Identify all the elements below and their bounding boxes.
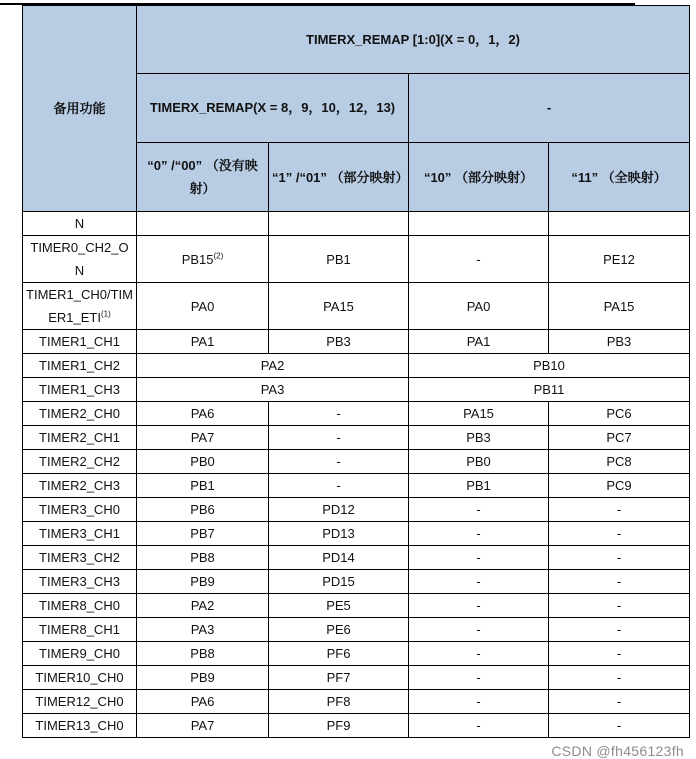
pin-value: - xyxy=(616,598,622,613)
row-label-text: TIMER2_CH3 xyxy=(39,478,120,493)
row-label-text: TIMER2_CH0 xyxy=(39,406,120,421)
table-row xyxy=(23,498,690,522)
pin-value: PB3 xyxy=(606,334,632,349)
pin-value: PB15 xyxy=(181,251,214,267)
pin-value: PB6 xyxy=(190,502,215,517)
pin-cell xyxy=(137,594,269,618)
pin-value: PD13 xyxy=(322,526,355,541)
table-row xyxy=(23,714,690,738)
row-label xyxy=(23,378,137,402)
header-col-00: “0” /“00” （没有映射） xyxy=(137,143,269,212)
pin-value: - xyxy=(616,502,622,517)
table-row xyxy=(23,594,690,618)
pin-cell xyxy=(409,354,690,378)
pin-cell xyxy=(549,714,690,738)
pin-cell xyxy=(137,330,269,354)
row-label xyxy=(23,690,137,714)
pin-cell xyxy=(549,642,690,666)
pin-value: PD15 xyxy=(322,574,355,589)
pin-cell xyxy=(549,474,690,498)
pin-value: PA2 xyxy=(190,598,215,613)
pin-value: - xyxy=(476,526,481,541)
table-row xyxy=(23,474,690,498)
row-label-text: N xyxy=(74,216,85,231)
pin-cell xyxy=(549,666,690,690)
pin-value: PB1 xyxy=(190,478,215,493)
header-remap-main: TIMERX_REMAP [1:0](X = 0，1，2) xyxy=(137,6,690,74)
pin-value: - xyxy=(476,574,481,589)
pin-cell xyxy=(409,546,549,570)
pin-cell xyxy=(409,690,549,714)
pin-value: - xyxy=(476,694,481,709)
pin-cell xyxy=(269,690,409,714)
pin-cell xyxy=(137,546,269,570)
table-row xyxy=(23,570,690,594)
row-label xyxy=(23,426,137,450)
pin-value: - xyxy=(616,622,622,637)
pin-value: PA1 xyxy=(190,334,215,349)
pin-cell xyxy=(549,522,690,546)
table-row xyxy=(23,378,690,402)
pin-value: PE5 xyxy=(326,598,351,613)
pin-cell xyxy=(137,212,269,236)
pin-cell xyxy=(549,426,690,450)
pin-cell xyxy=(549,546,690,570)
pin-value: PB0 xyxy=(466,454,491,469)
pin-cell xyxy=(549,594,690,618)
pin-cell xyxy=(549,330,690,354)
pin-cell xyxy=(137,450,269,474)
pin-value: PA6 xyxy=(190,694,215,709)
row-label-text: TIMER9_CH0 xyxy=(39,646,120,661)
pin-value: - xyxy=(476,670,481,685)
pin-cell xyxy=(137,354,409,378)
row-label-text: TIMER13_CH0 xyxy=(35,718,124,733)
row-label-text: TIMER2_CH2 xyxy=(39,454,120,469)
pin-value: PA1 xyxy=(466,334,491,349)
pin-value: PA0 xyxy=(466,298,491,314)
pin-value: PC9 xyxy=(606,478,632,493)
pin-value: PA2 xyxy=(260,358,285,373)
pin-cell xyxy=(137,570,269,594)
pin-value: PB11 xyxy=(533,382,565,397)
pin-cell xyxy=(269,642,409,666)
row-label xyxy=(23,642,137,666)
pin-cell xyxy=(409,618,549,642)
pin-value: - xyxy=(476,598,481,613)
pin-value: - xyxy=(476,718,481,733)
pin-cell xyxy=(269,426,409,450)
row-label xyxy=(23,354,137,378)
pin-cell xyxy=(409,402,549,426)
row-label-text: TIMER12_CH0 xyxy=(35,694,124,709)
pin-value: - xyxy=(336,478,341,493)
pin-cell xyxy=(409,450,549,474)
pin-cell xyxy=(409,714,549,738)
footnote-ref: (1) xyxy=(100,309,111,319)
pin-value: PB10 xyxy=(533,358,565,373)
row-label-text: TIMER1_CH3 xyxy=(39,382,120,397)
pin-value: PA0 xyxy=(190,298,215,314)
pin-value: - xyxy=(476,622,481,637)
pin-cell xyxy=(549,236,690,283)
table-row xyxy=(23,642,690,666)
row-label-text: TIMER3_CH1 xyxy=(39,526,120,541)
pin-cell xyxy=(409,236,549,283)
pin-cell xyxy=(409,283,549,330)
table-row xyxy=(23,426,690,450)
pin-value: PC8 xyxy=(606,454,632,469)
pin-cell xyxy=(549,618,690,642)
row-label xyxy=(23,474,137,498)
pin-cell xyxy=(549,570,690,594)
pin-cell xyxy=(549,283,690,330)
pin-value: - xyxy=(616,694,622,709)
pin-cell xyxy=(549,450,690,474)
pin-cell xyxy=(409,474,549,498)
pin-cell xyxy=(269,546,409,570)
row-label xyxy=(23,666,137,690)
table-row xyxy=(23,283,690,330)
pin-value: - xyxy=(616,574,622,589)
row-label-text: TIMER8_CH1 xyxy=(39,622,120,637)
pin-value: PF7 xyxy=(326,670,351,685)
header-remap-sub-dash: - xyxy=(409,74,690,143)
table-row xyxy=(23,402,690,426)
pin-cell xyxy=(409,212,549,236)
footnote-ref: (2) xyxy=(213,251,224,261)
row-label xyxy=(23,236,137,283)
pin-cell xyxy=(269,236,409,283)
pin-cell xyxy=(409,666,549,690)
pin-cell xyxy=(137,402,269,426)
row-label xyxy=(23,714,137,738)
row-label xyxy=(23,212,137,236)
pin-cell xyxy=(409,594,549,618)
pin-cell xyxy=(549,212,690,236)
pin-value: PE6 xyxy=(326,622,351,637)
header-col-11: “11” （全映射） xyxy=(549,143,690,212)
pin-cell xyxy=(137,426,269,450)
pin-cell xyxy=(137,690,269,714)
pin-value: PB8 xyxy=(190,646,215,661)
pin-cell xyxy=(137,642,269,666)
pin-value: PF6 xyxy=(326,646,351,661)
pin-cell xyxy=(137,618,269,642)
pin-cell xyxy=(137,378,409,402)
pin-cell xyxy=(269,212,409,236)
pin-value: PF9 xyxy=(326,718,351,733)
pin-cell xyxy=(269,618,409,642)
row-label xyxy=(23,522,137,546)
pin-value: PB9 xyxy=(190,574,215,589)
row-label xyxy=(23,498,137,522)
table-row xyxy=(23,212,690,236)
pin-cell xyxy=(269,570,409,594)
pin-value: - xyxy=(476,550,481,565)
watermark: CSDN @fh456123fh xyxy=(551,743,684,759)
pin-value: PD14 xyxy=(322,550,355,565)
pin-value: PD12 xyxy=(322,502,355,517)
pin-value: PF8 xyxy=(326,694,351,709)
row-label-text: TIMER1_CH0/TIMER1_ETI xyxy=(26,287,133,325)
pin-cell xyxy=(549,498,690,522)
pin-value: PC6 xyxy=(606,406,632,421)
pin-value: PB1 xyxy=(326,251,351,267)
pin-cell xyxy=(269,402,409,426)
pin-value: PA6 xyxy=(190,406,215,421)
pin-value: - xyxy=(616,718,622,733)
row-label xyxy=(23,402,137,426)
pin-cell xyxy=(549,402,690,426)
pin-cell xyxy=(137,522,269,546)
timer-remap-table xyxy=(22,5,690,738)
pin-value: - xyxy=(616,550,622,565)
pin-value: - xyxy=(476,646,481,661)
pin-value: PA7 xyxy=(190,718,215,733)
row-label xyxy=(23,330,137,354)
table-row xyxy=(23,666,690,690)
pin-value: - xyxy=(336,406,341,421)
row-label-text: TIMER0_CH2_ON xyxy=(30,240,129,278)
table-body xyxy=(23,212,690,738)
row-label xyxy=(23,450,137,474)
pin-value: - xyxy=(616,670,622,685)
table-row xyxy=(23,354,690,378)
pin-value: PA3 xyxy=(260,382,285,397)
pin-cell xyxy=(409,522,549,546)
row-label-text: TIMER10_CH0 xyxy=(35,670,124,685)
pin-cell xyxy=(409,642,549,666)
row-label xyxy=(23,570,137,594)
pin-value: - xyxy=(476,251,481,267)
row-label xyxy=(23,594,137,618)
pin-value: PA3 xyxy=(190,622,215,637)
pin-cell xyxy=(269,714,409,738)
pin-cell xyxy=(269,450,409,474)
pin-value: - xyxy=(336,430,341,445)
pin-cell xyxy=(409,498,549,522)
pin-cell xyxy=(409,570,549,594)
pin-value: PB3 xyxy=(326,334,351,349)
pin-cell xyxy=(137,498,269,522)
pin-cell xyxy=(269,666,409,690)
pin-cell xyxy=(409,378,690,402)
table-row xyxy=(23,450,690,474)
pin-value: PB1 xyxy=(466,478,491,493)
pin-cell xyxy=(137,666,269,690)
pin-value: PA15 xyxy=(323,298,354,314)
pin-cell xyxy=(269,498,409,522)
pin-value: - xyxy=(476,502,481,517)
row-label xyxy=(23,618,137,642)
pin-cell xyxy=(137,283,269,330)
row-label-text: TIMER2_CH1 xyxy=(39,430,120,445)
pin-value: PB0 xyxy=(190,454,215,469)
header-alt-function: 备用功能 xyxy=(23,6,137,212)
pin-value: PB8 xyxy=(190,550,215,565)
pin-value: PB7 xyxy=(190,526,215,541)
pin-cell xyxy=(269,594,409,618)
row-label-text: TIMER1_CH1 xyxy=(39,334,120,349)
pin-cell xyxy=(137,236,269,283)
header-col-01: “1” /“01” （部分映射） xyxy=(269,143,409,212)
table-row xyxy=(23,522,690,546)
row-label xyxy=(23,283,137,330)
pin-cell xyxy=(269,330,409,354)
header-remap-sub: TIMERX_REMAP(X = 8，9，10，12，13) xyxy=(137,74,409,143)
pin-value: PA15 xyxy=(463,406,494,421)
table-row xyxy=(23,330,690,354)
pin-value: PC7 xyxy=(606,430,632,445)
pin-cell xyxy=(269,283,409,330)
pin-value: PA15 xyxy=(603,298,635,314)
table-row xyxy=(23,618,690,642)
pin-cell xyxy=(137,474,269,498)
table-row xyxy=(23,236,690,283)
row-label xyxy=(23,546,137,570)
table-row xyxy=(23,690,690,714)
pin-cell xyxy=(137,714,269,738)
pin-value: - xyxy=(616,646,622,661)
pin-value: PB9 xyxy=(190,670,215,685)
table-row xyxy=(23,546,690,570)
pin-value: PE12 xyxy=(603,251,635,267)
row-label-text: TIMER3_CH3 xyxy=(39,574,120,589)
pin-value: PB3 xyxy=(466,430,491,445)
pin-cell xyxy=(409,330,549,354)
pin-cell xyxy=(409,426,549,450)
header-col-10: “10” （部分映射） xyxy=(409,143,549,212)
pin-cell xyxy=(269,522,409,546)
pin-cell xyxy=(269,474,409,498)
pin-value: - xyxy=(616,526,622,541)
pin-value: - xyxy=(336,454,341,469)
row-label-text: TIMER1_CH2 xyxy=(39,358,120,373)
pin-cell xyxy=(549,690,690,714)
row-label-text: TIMER3_CH0 xyxy=(39,502,120,517)
row-label-text: TIMER3_CH2 xyxy=(39,550,120,565)
row-label-text: TIMER8_CH0 xyxy=(39,598,120,613)
pin-value: PA7 xyxy=(190,430,215,445)
